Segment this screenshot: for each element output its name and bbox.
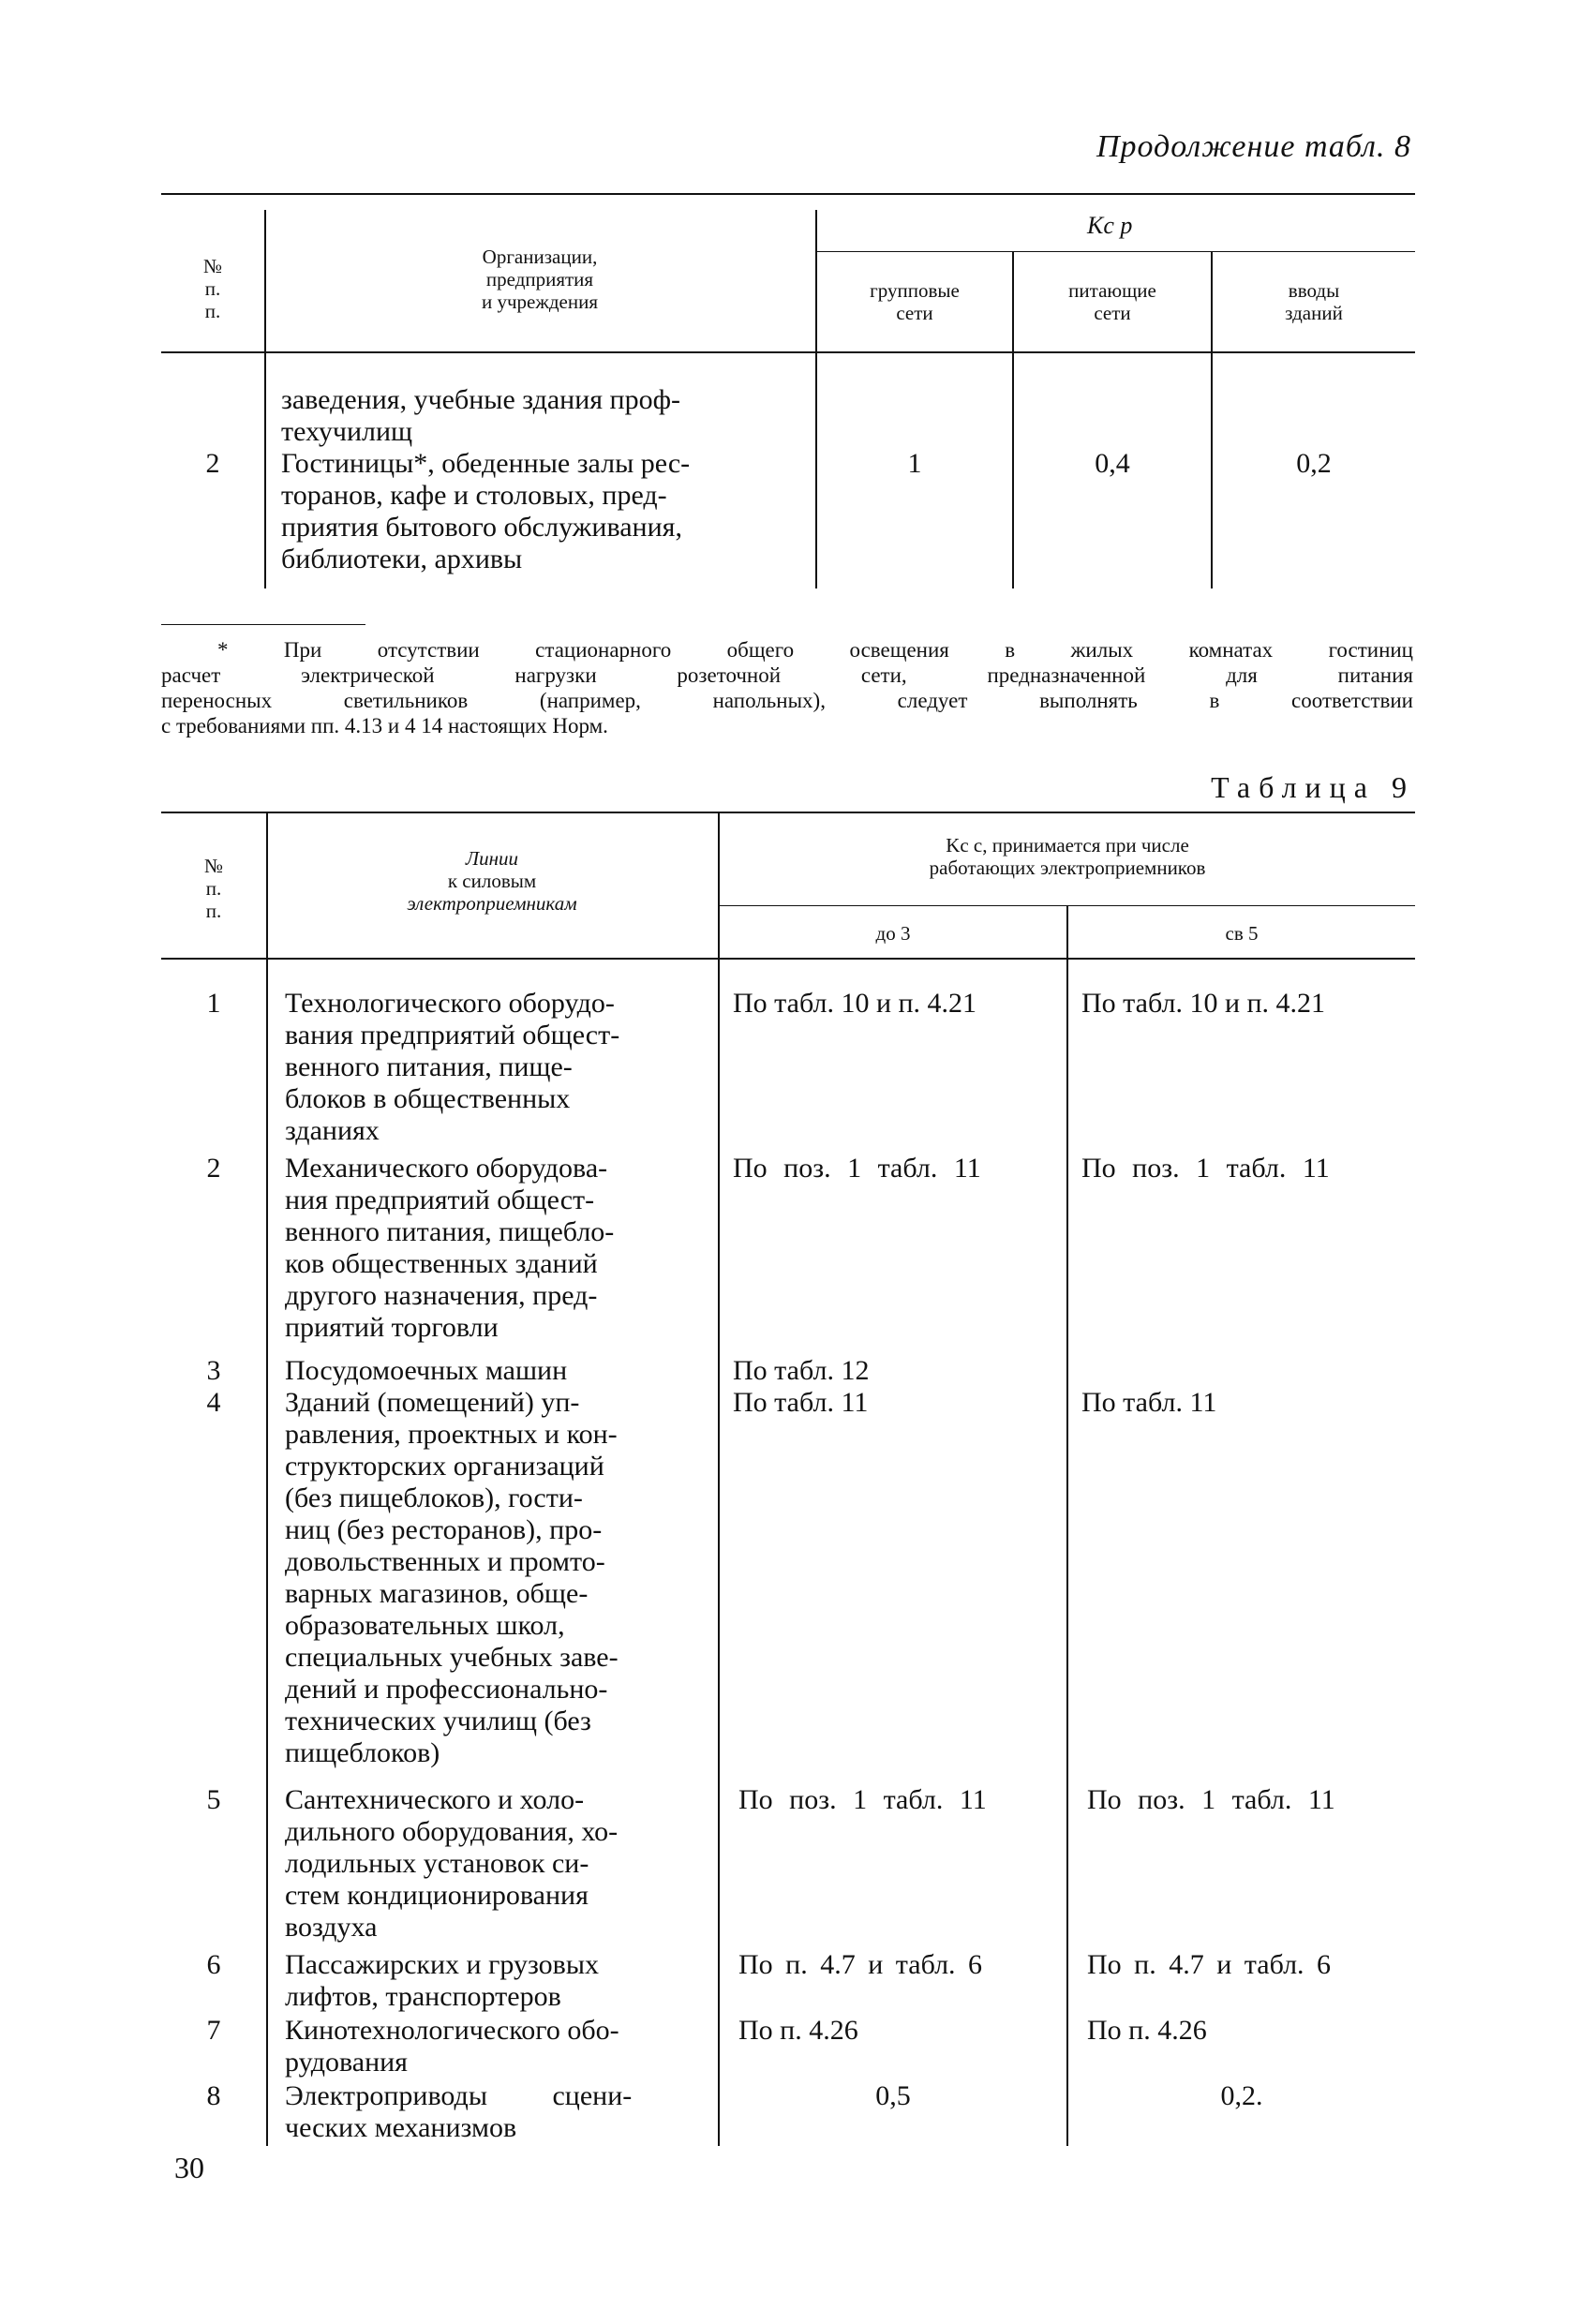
table9-row-upto3: По табл. 10 и п. 4.21 [733, 988, 977, 1019]
table9-row-num: 8 [206, 2080, 221, 2111]
table9-col-rule-2 [718, 813, 720, 2146]
table9-row-text-line: венного питания, пищебло- [285, 1216, 615, 1247]
table9-row-over5: По табл. 11 [1081, 1387, 1217, 1418]
table9-row-num: 4 [206, 1387, 221, 1418]
table9-row-text [285, 2080, 708, 2144]
table9-row-upto3: По табл. 12 [733, 1355, 870, 1386]
table9-row-text-line: воздуха [285, 1912, 378, 1943]
table9-header-kcc-line: работающих электроприемников [929, 857, 1206, 879]
table9-row-upto3: 0,5 [875, 2080, 911, 2111]
table9-row-text-line: приятий торговли [285, 1312, 499, 1343]
table9-col-rule-1 [266, 813, 268, 2146]
table9-header-lines-line: Линии [465, 847, 519, 870]
table9-row-over5: По поз. 1 табл. 11 [1081, 1153, 1330, 1184]
table9-row-text-line: стем кондиционирования [285, 1880, 589, 1911]
table9-row-text-line: Механического оборудова- [285, 1153, 608, 1184]
table8-header-org-line: и учреждения [481, 290, 599, 313]
table8-row-text-line: торанов, кафе и столовых, пред- [281, 480, 667, 511]
table9-row-text-line: пищеблоков) [285, 1737, 440, 1768]
table9-row-text-line: лифтов, транспортеров [285, 1981, 561, 2012]
table9-row-text-line: зданиях [285, 1115, 380, 1146]
table9-row-num: 3 [206, 1355, 221, 1386]
table8-header-feed-line: питающие [1068, 279, 1156, 302]
table9-row-text-line: варных магазинов, обще- [285, 1578, 589, 1609]
table9-row-text [285, 1355, 703, 1387]
table8-row-inputs: 0,2 [1296, 448, 1332, 479]
table9-row-text-line: ниц (без ресторанов), про- [285, 1514, 603, 1545]
table8-row-group: 1 [907, 448, 922, 479]
table9-col-rule-3 [1066, 905, 1068, 2146]
table8-kcp-rule [815, 251, 1415, 252]
table9-row-text-line: (без пищеблоков), гости- [285, 1482, 583, 1513]
table9-header-kcc-line: Kс с, принимается при числе [946, 834, 1189, 857]
table8-header-org-line: Организации, [482, 246, 598, 268]
table9-top-rule [161, 812, 1415, 813]
table9-row-over5: По поз. 1 табл. 11 [1087, 1784, 1335, 1815]
table9-row-text-line: лодильных установок си- [285, 1848, 589, 1879]
table9-row-num: 7 [206, 2015, 221, 2046]
table9-row-text [285, 1784, 708, 1944]
continuation-caption: Продолжение табл. 8 [1096, 129, 1411, 164]
table8-header-inputs [1213, 279, 1415, 324]
table9-row-num: 6 [206, 1949, 221, 1980]
table9-row-text [285, 1949, 708, 2013]
table8-header-feed [1014, 279, 1211, 324]
table8-header-group-line: сети [896, 302, 933, 324]
table9-row-text [285, 988, 703, 1147]
table9-row-upto3: По п. 4.26 [738, 2015, 858, 2046]
table9-row-num: 2 [206, 1153, 221, 1184]
table9-row-text-line: Электроприводы сцени- [285, 2080, 633, 2111]
table9-header-num: № п. п. [203, 855, 224, 922]
table8-row-text [281, 384, 813, 575]
table9-row-upto3: По п. 4.7 и табл. 6 [738, 1949, 983, 1980]
table9-row-text-line: структорских организаций [285, 1451, 604, 1482]
table8-header-feed-line: сети [1094, 302, 1131, 324]
table9-row-text-line: ков общественных зданий [285, 1248, 598, 1279]
table9-row-text-line: блоков в общественных [285, 1083, 571, 1114]
table9-header-over5: св 5 [1225, 922, 1259, 945]
table9-row-text-line: Пассажирских и грузовых [285, 1949, 599, 1980]
table8-row-num: 2 [205, 448, 220, 479]
table8-row-feed: 0,4 [1095, 448, 1130, 479]
footnote-line: переносных светильников (например, напольных), следует выполнять в соответствии [161, 689, 1413, 712]
table9-header-lines-line: к силовым [447, 870, 537, 892]
table9-header-lines [268, 847, 716, 915]
footnote-line: с требованиями пп. 4.13 и 4 14 настоящих Норм. [161, 714, 608, 737]
table8-header-org [266, 246, 813, 313]
table9-row-text [285, 1153, 703, 1344]
table8-header-group-line: групповые [870, 279, 960, 302]
table9-header-rule [161, 958, 1415, 960]
table9-row-num: 5 [206, 1784, 221, 1815]
table9-row-text-line: ческих механизмов [285, 2112, 517, 2143]
table9-row-over5: По п. 4.7 и табл. 6 [1087, 1949, 1332, 1980]
table9-row-text-line: Кинотехнологического обо- [285, 2015, 619, 2046]
footnote-rule [161, 624, 365, 625]
table8-header-num: № п. п. [202, 255, 223, 322]
table9-header-upto3: до 3 [875, 922, 911, 945]
table8-header-group [817, 279, 1012, 324]
table9-row-text [285, 2015, 708, 2078]
table9-header-lines-line: электроприемникам [407, 892, 577, 915]
table8-header-inputs-line: вводы [1288, 279, 1340, 302]
table8-row-text-line: приятия бытового обслуживания, [281, 512, 682, 543]
table9-row-text-line: равления, проектных и кон- [285, 1419, 618, 1450]
table8-header-inputs-line: зданий [1285, 302, 1343, 324]
table8-row-text-line: Гостиницы*, обеденные залы рес- [281, 448, 691, 479]
table8-header-rule [161, 351, 1415, 353]
table9-row-text-line: дений и профессионально- [285, 1674, 608, 1705]
table8-row-text-line: заведения, учебные здания проф- [281, 384, 681, 415]
table9-row-text-line: дильного оборудования, хо- [285, 1816, 619, 1847]
table8-col-rule-2 [815, 210, 817, 588]
table9-row-text-line: довольственных и промто- [285, 1546, 605, 1577]
table9-row-text-line: Технологического оборудо- [285, 988, 615, 1019]
table9-row-num: 1 [206, 988, 221, 1019]
table9-caption: Таблица 9 [1211, 770, 1415, 804]
table9-row-text-line: другого назначения, пред- [285, 1280, 598, 1311]
table8-row-text-line: библиотеки, архивы [281, 544, 523, 574]
footnote [161, 637, 1413, 738]
table9-row-text-line: ния предприятий общест- [285, 1184, 595, 1215]
table9-row-over5: По табл. 10 и п. 4.21 [1081, 988, 1326, 1019]
table9-row-upto3: По табл. 11 [733, 1387, 869, 1418]
footnote-line: расчет электрической нагрузки розеточной сети, предназначенной для питания [161, 663, 1413, 687]
table9-row-text-line: Сантехнического и холо- [285, 1784, 585, 1815]
table9-row-text-line: технических училищ (без [285, 1706, 591, 1736]
table9-row-text-line: венного питания, пище- [285, 1051, 573, 1082]
table9-row-text-line: вания предприятий общест- [285, 1020, 620, 1050]
table9-row-text-line: рудования [285, 2047, 408, 2078]
table8-top-rule [161, 193, 1415, 195]
table9-row-text-line: специальных учебных заве- [285, 1642, 619, 1673]
table9-row-text-line: Зданий (помещений) уп- [285, 1387, 580, 1418]
page-number: 30 [174, 2151, 204, 2184]
footnote-line: * При отсутствии стационарного общего освещения в жилых комнатах гостиниц [217, 638, 1413, 662]
table8-header-kcp: Kс р [1087, 212, 1133, 239]
table9-row-over5: 0,2. [1220, 2080, 1263, 2111]
table8-header-org-line: предприятия [485, 268, 594, 290]
table9-row-text [285, 1387, 703, 1769]
table8-row-text-line: техучилищ [281, 416, 413, 447]
table9-row-over5: По п. 4.26 [1087, 2015, 1207, 2046]
table9-row-text-line: Посудомоечных машин [285, 1355, 568, 1386]
table9-row-upto3: По поз. 1 табл. 11 [738, 1784, 987, 1815]
table9-row-text-line: образовательных школ, [285, 1610, 565, 1641]
table9-row-upto3: По поз. 1 табл. 11 [733, 1153, 981, 1184]
table9-header-kcc [720, 834, 1415, 879]
